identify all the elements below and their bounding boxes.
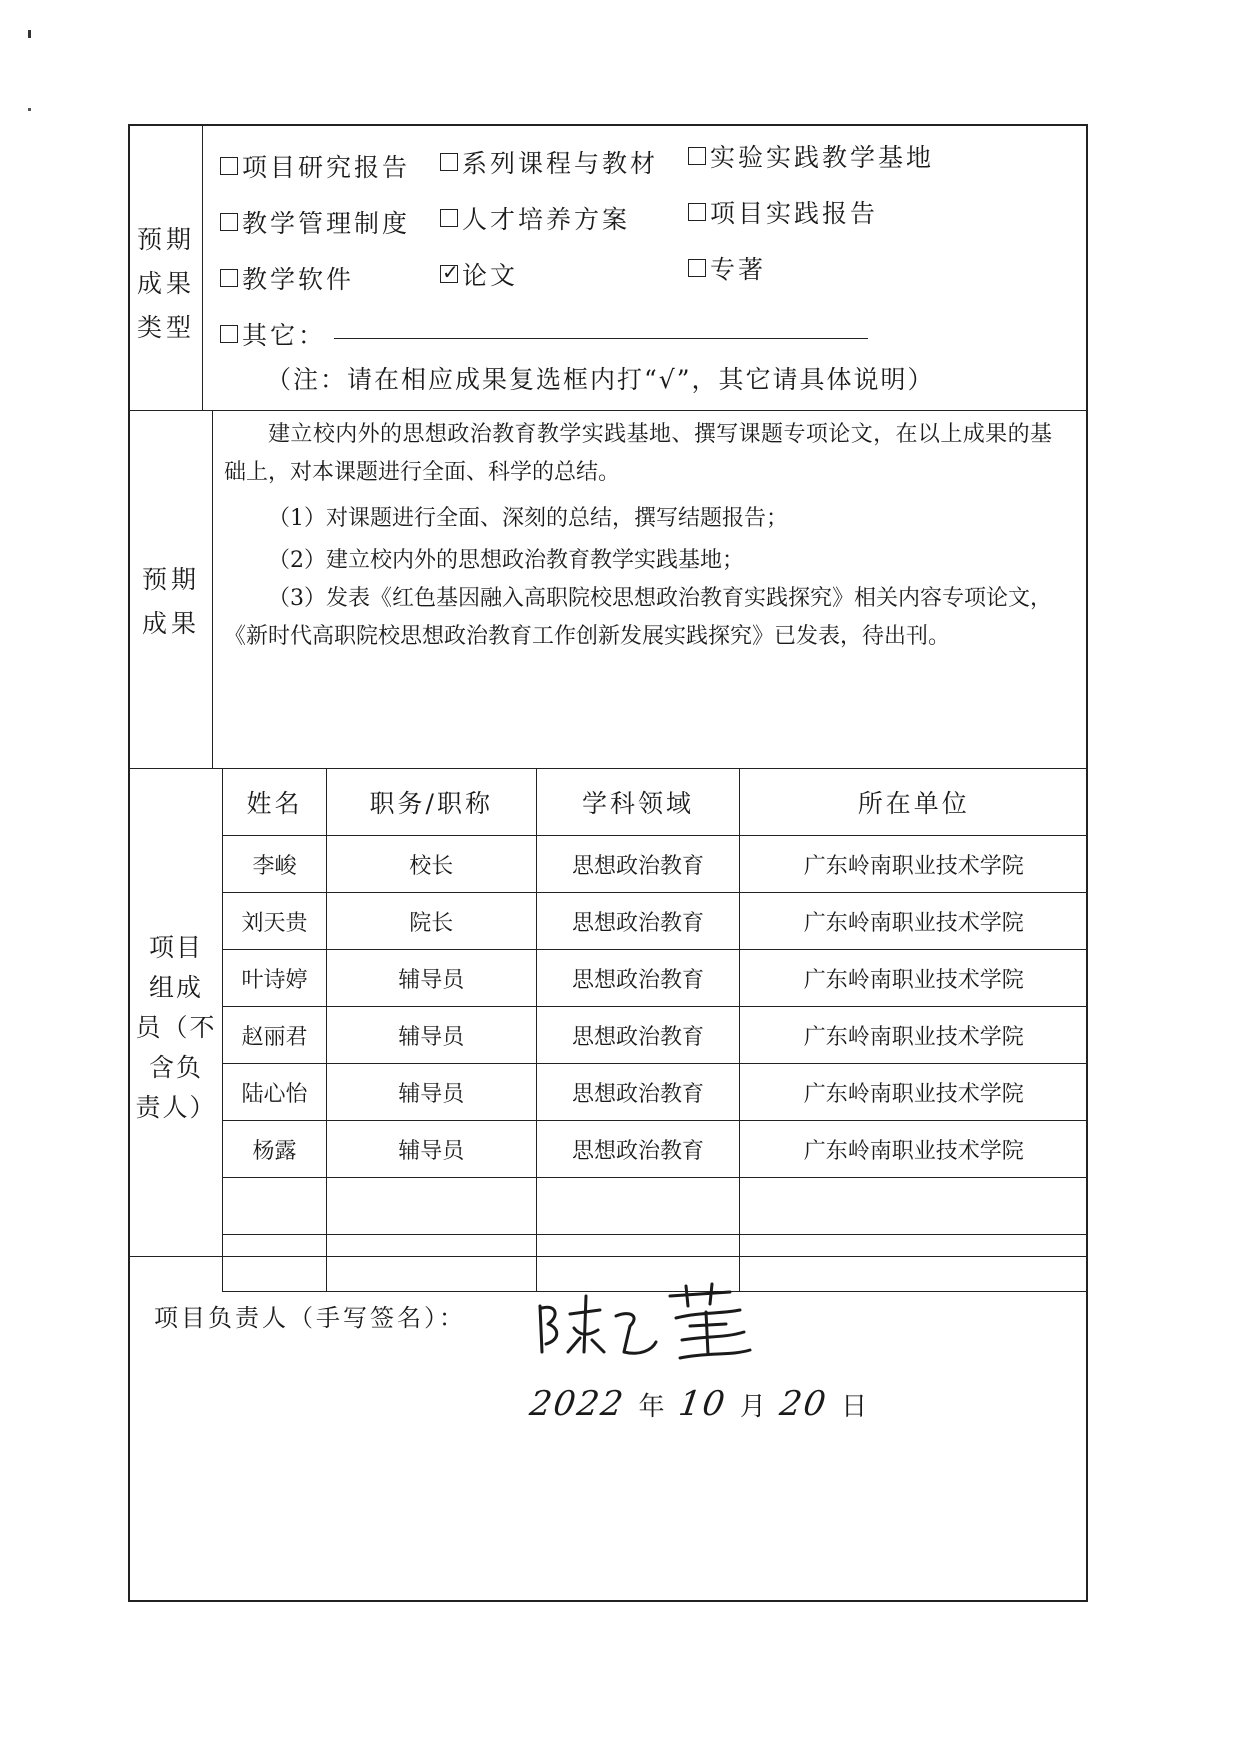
option-other[interactable] <box>220 316 326 352</box>
types-note: （注：请在相应成果复选框内打“√”，其它请具体说明） <box>266 365 935 394</box>
member-name: 陆心怡 <box>223 1064 327 1121</box>
members-table <box>222 768 1088 1292</box>
results-item: （3）发表《红色基因融入高职院校思想政治教育实践探究》相关内容专项论文，《新时代高职院校思想政治教育工作创新发展实践探究》已发表，待出刊。 <box>224 586 1052 649</box>
option-monograph[interactable] <box>688 250 766 286</box>
option-label: 系列课程与教材 <box>462 149 659 178</box>
member-title[interactable] <box>326 1235 536 1292</box>
form-frame <box>128 124 1088 1602</box>
member-unit: 广东岭南职业技术学院 <box>740 836 1088 893</box>
label-line: 成果 <box>141 609 200 638</box>
member-unit: 广东岭南职业技术学院 <box>740 1007 1088 1064</box>
label-column-line-1 <box>202 126 203 410</box>
table-row <box>223 893 1088 950</box>
member-field: 思想政治教育 <box>536 1007 740 1064</box>
option-label: 教学软件 <box>242 265 355 294</box>
table-row <box>223 1121 1088 1178</box>
member-title: 辅导员 <box>326 1121 536 1178</box>
member-title: 校长 <box>326 836 536 893</box>
table-row <box>223 836 1088 893</box>
signature-date <box>527 1384 868 1424</box>
member-title: 院长 <box>326 893 536 950</box>
header-unit: 所在单位 <box>740 769 1088 836</box>
date-day: 20 <box>777 1384 830 1424</box>
results-item: （2）建立校内外的思想政治教育教学实践基地； <box>268 548 744 573</box>
label-column-line-2 <box>212 410 213 768</box>
option-label: 专著 <box>710 255 767 284</box>
header-name: 姓名 <box>223 769 327 836</box>
member-title[interactable] <box>326 1178 536 1235</box>
table-row <box>223 1007 1088 1064</box>
option-course-series[interactable] <box>440 144 658 180</box>
checkbox-icon[interactable] <box>220 325 238 343</box>
member-name: 李峻 <box>223 836 327 893</box>
date-year: 2022 <box>527 1384 628 1424</box>
expected-types-label <box>130 218 202 350</box>
label-line: 含负 <box>148 1053 203 1082</box>
results-item: （1）对课题进行全面、深刻的总结，撰写结题报告； <box>268 506 788 531</box>
option-label: 实验实践教学基地 <box>710 143 935 172</box>
date-month-unit: 月 <box>739 1392 766 1422</box>
table-row <box>223 950 1088 1007</box>
checkbox-icon[interactable] <box>440 209 458 227</box>
table-row <box>223 1064 1088 1121</box>
member-name: 杨露 <box>223 1121 327 1178</box>
handwritten-signature <box>530 1266 770 1366</box>
option-label: 人才培养方案 <box>462 205 631 234</box>
member-title: 辅导员 <box>326 1064 536 1121</box>
member-name: 刘天贵 <box>223 893 327 950</box>
member-unit[interactable] <box>740 1235 1088 1292</box>
label-line: 类型 <box>136 313 195 342</box>
signature-label: 项目负责人（手写签名）： <box>154 1304 466 1332</box>
option-practice-base[interactable] <box>688 138 934 174</box>
check-mark-icon: ✓ <box>442 260 462 284</box>
option-paper[interactable] <box>440 256 518 292</box>
member-name[interactable] <box>223 1178 327 1235</box>
results-intro: 建立校内外的思想政治教育教学实践基地、撰写课题专项论文，在以上成果的基础上，对本课题进行全面、科学的总结。 <box>224 422 1052 485</box>
date-day-unit: 日 <box>841 1392 868 1422</box>
label-line: 责人） <box>135 1093 217 1122</box>
member-name: 赵丽君 <box>223 1007 327 1064</box>
expected-results-label <box>130 558 212 646</box>
option-label: 其它： <box>242 321 327 350</box>
option-label: 项目实践报告 <box>710 199 879 228</box>
member-name: 叶诗婷 <box>223 950 327 1007</box>
member-title: 辅导员 <box>326 950 536 1007</box>
member-unit: 广东岭南职业技术学院 <box>740 950 1088 1007</box>
header-title: 职务/职称 <box>326 769 536 836</box>
member-unit: 广东岭南职业技术学院 <box>740 1064 1088 1121</box>
label-line: 组成 <box>148 973 203 1002</box>
checkbox-icon[interactable] <box>220 213 238 231</box>
option-label: 论文 <box>462 261 519 290</box>
date-year-unit: 年 <box>638 1392 665 1422</box>
label-line: 成果 <box>136 269 195 298</box>
option-label: 教学管理制度 <box>242 209 411 238</box>
checkbox-checked-icon[interactable] <box>440 260 462 284</box>
label-line: 员（不 <box>135 1013 217 1042</box>
member-field: 思想政治教育 <box>536 1064 740 1121</box>
checkbox-icon[interactable] <box>688 259 706 277</box>
member-unit: 广东岭南职业技术学院 <box>740 1121 1088 1178</box>
member-unit[interactable] <box>740 1178 1088 1235</box>
option-teaching-software[interactable] <box>220 260 354 296</box>
member-title: 辅导员 <box>326 1007 536 1064</box>
scan-marks <box>28 30 31 111</box>
table-row-empty <box>223 1178 1088 1235</box>
header-field: 学科领域 <box>536 769 740 836</box>
label-line: 预期 <box>136 225 195 254</box>
checkbox-icon[interactable] <box>688 147 706 165</box>
member-field: 思想政治教育 <box>536 836 740 893</box>
checkbox-icon[interactable] <box>688 203 706 221</box>
member-field: 思想政治教育 <box>536 893 740 950</box>
member-field[interactable] <box>536 1178 740 1235</box>
member-field: 思想政治教育 <box>536 1121 740 1178</box>
label-line: 预期 <box>141 565 200 594</box>
option-label: 项目研究报告 <box>242 153 411 182</box>
option-talent-plan[interactable] <box>440 200 630 236</box>
members-header-row <box>223 769 1088 836</box>
member-unit: 广东岭南职业技术学院 <box>740 893 1088 950</box>
option-teaching-management[interactable] <box>220 204 410 240</box>
option-practice-report[interactable] <box>688 194 878 230</box>
date-month: 10 <box>675 1384 729 1424</box>
divider-types-results <box>130 410 1086 411</box>
option-research-report[interactable] <box>220 148 410 184</box>
members-label <box>130 928 222 1128</box>
checkbox-icon[interactable] <box>220 157 238 175</box>
member-name[interactable] <box>223 1235 327 1292</box>
other-input-line[interactable] <box>334 338 868 339</box>
checkbox-icon[interactable] <box>220 269 238 287</box>
expected-results-text <box>224 416 1052 656</box>
checkbox-icon[interactable] <box>440 153 458 171</box>
member-field: 思想政治教育 <box>536 950 740 1007</box>
label-line: 项目 <box>148 933 203 962</box>
